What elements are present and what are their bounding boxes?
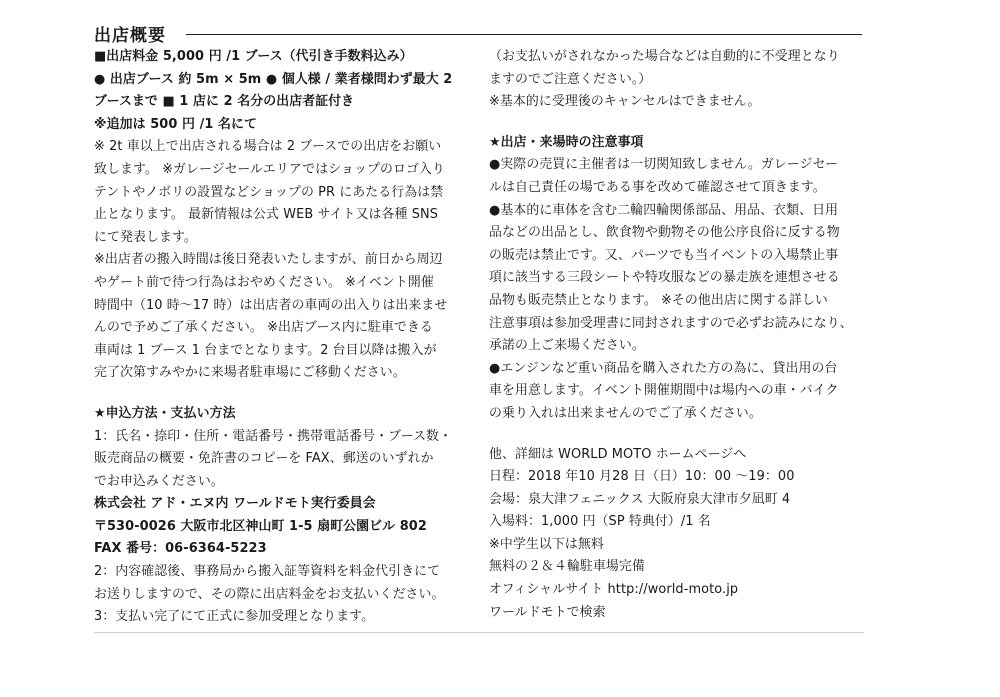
text-line: 承諾の上ご来場ください。 bbox=[489, 338, 645, 354]
text-line: テントやノボリの設置などショップの PR にあたる行為は禁 bbox=[94, 184, 444, 200]
text-line: の乗り入れは出来ませんのでご了承ください。 bbox=[489, 405, 762, 421]
text-line: 他、詳細は WORLD MOTO ホームページへ bbox=[489, 446, 747, 462]
text-line: 1：氏名・捺印・住所・電話番号・携帯電話番号・ブース数・ bbox=[94, 428, 453, 444]
right-column bbox=[489, 46, 869, 624]
text-line: 致します。 ※ガレージセールエリアではショップのロゴ入り bbox=[94, 161, 445, 177]
text-line: 項に該当する三段シートや特攻服などの暴走族を連想させる bbox=[489, 270, 840, 286]
text-line: 車両は 1 ブース 1 台までとなります。2 台目以降は搬入が bbox=[94, 342, 437, 358]
text-line: でお申込みください。 bbox=[94, 473, 224, 489]
text-line: ますのでご注意ください。） bbox=[489, 71, 652, 87]
text-line: の販売は禁止です。又、パーツでも当イベントの入場禁止事 bbox=[489, 247, 839, 263]
text-line: ●基本的に車体を含む二輪四輪関係部品、用品、衣類、日用 bbox=[489, 202, 839, 218]
section-gap bbox=[94, 385, 472, 403]
title-rule bbox=[186, 34, 862, 35]
section-gap bbox=[489, 426, 869, 444]
text-line: 完了次第すみやかに来場者駐車場にご移動ください。 bbox=[94, 365, 406, 381]
text-line: ※出店者の搬入時間は後日発表いたしますが、前日から周辺 bbox=[94, 252, 443, 268]
heading-line: ★出店・来場時の注意事項 bbox=[489, 134, 644, 150]
heading-line: ★申込方法・支払い方法 bbox=[94, 405, 236, 421]
text-line: やゲート前で待つ行為はおやめください。 ※イベント開催 bbox=[94, 274, 434, 290]
text-line: ※基本的に受理後のキャンセルはできません。 bbox=[489, 94, 761, 110]
text-line: ●実際の売買に主催者は一切関知致しません。ガレージセー bbox=[489, 157, 839, 173]
heading-line: FAX 番号：06-6364-5223 bbox=[94, 541, 267, 557]
text-line: ●エンジンなど重い商品を購入された方の為に、貸出用の台 bbox=[489, 360, 838, 376]
heading-line: ※追加は 500 円 /1 名にて bbox=[94, 116, 258, 132]
text-line: （お支払いがされなかった場合などは自動的に不受理となり bbox=[489, 49, 840, 64]
text-line: んので予めご了承ください。 ※出店ブース内に駐車できる bbox=[94, 320, 433, 336]
text-line: 無料の２＆４輪駐車場完備 bbox=[489, 559, 645, 575]
text-line: 品などの出品とし、飲食物や動物その他公序良俗に反する物 bbox=[489, 225, 840, 241]
page-title: 出店概要 bbox=[94, 26, 166, 46]
text-line: 会場：泉大津フェニックス 大阪府泉大津市夕凪町 4 bbox=[489, 491, 791, 507]
left-column bbox=[94, 46, 472, 629]
heading-line: 〒530-0026 大阪市北区神山町 1-5 扇町公園ビル 802 bbox=[94, 518, 427, 534]
text-line: 日程：2018 年10 月28 日（日）10：00 ～19：00 bbox=[489, 469, 795, 485]
heading-line: ブースまで ■ 1 店に 2 名分の出店者証付き bbox=[94, 94, 355, 110]
text-line: 2：内容確認後、事務局から搬入証等資料を料金代引きにて bbox=[94, 564, 441, 580]
text-line: オフィシャルサイト http://world-moto.jp bbox=[489, 582, 739, 598]
text-line: ルは自己責任の場である事を改めて確認させて頂きます。 bbox=[489, 179, 826, 195]
text-line: 販売商品の概要・免許書のコピーを FAX、郵送のいずれか bbox=[94, 451, 434, 467]
text-line: 入場料：1,000 円（SP 特典付）/1 名 bbox=[489, 514, 711, 530]
heading-line: 株式会社 アド・エヌ内 ワールドモト実行委員会 bbox=[94, 496, 376, 512]
text-line: ワールドモトで検索 bbox=[489, 604, 606, 620]
text-line: 止となります。 最新情報は公式 WEB サイト又は各種 SNS bbox=[94, 207, 438, 223]
bottom-rule bbox=[94, 632, 864, 633]
text-line: ※ 2t 車以上で出店される場合は 2 ブースでの出店をお願い bbox=[94, 139, 442, 155]
text-line: 3：支払い完了にて正式に参加受理となります。 bbox=[94, 609, 375, 625]
text-line: ※中学生以下は無料 bbox=[489, 536, 604, 552]
text-line: 時間中（10 時～17 時）は出店者の車両の出入りは出来ませ bbox=[94, 297, 448, 313]
section-gap bbox=[489, 114, 869, 132]
heading-line: ■出店料金 5,000 円 /1 ブース（代引き手数料込み） bbox=[94, 49, 413, 64]
text-line: 注意事項は参加受理書に同封されますので必ずお読みになり、 bbox=[489, 315, 853, 331]
text-line: お送りしますので、その際に出店料金をお支払いください。 bbox=[94, 586, 445, 602]
text-line: 品物も販売禁止となります。 ※その他出店に関する詳しい bbox=[489, 292, 828, 308]
text-line: 車を用意します。イベント開催期間中は場内への車・バイク bbox=[489, 383, 839, 399]
heading-line: ● 出店ブース 約 5m × 5m ● 個人様 / 業者様問わず最大 2 bbox=[94, 71, 453, 87]
text-line: にて発表します。 bbox=[94, 229, 197, 245]
